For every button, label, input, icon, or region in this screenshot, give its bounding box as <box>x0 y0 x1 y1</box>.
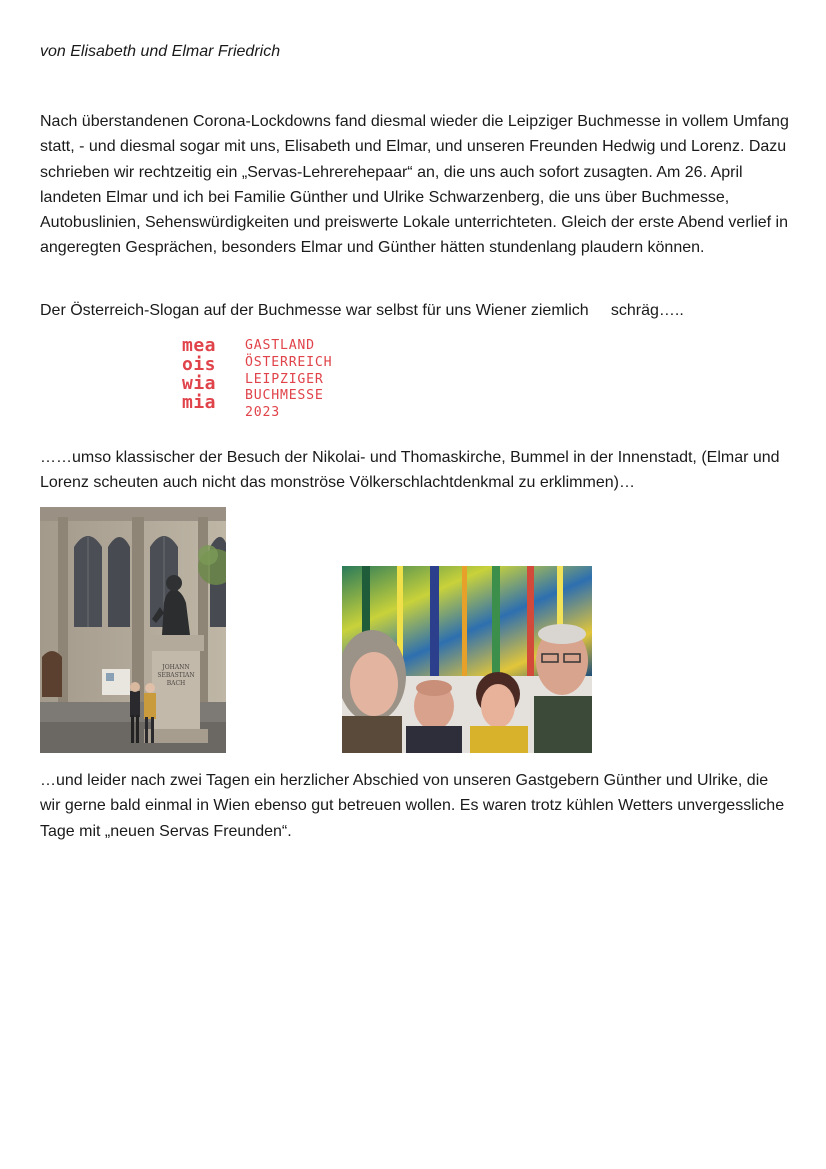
logo-caption <box>245 338 332 422</box>
logo-caption-line: ÖSTERREICH <box>245 354 333 370</box>
plaque-line-1: JOHANN <box>162 664 190 671</box>
paragraph-intro: Nach überstandenen Corona-Lockdowns fand diesmal wieder die Leipziger Buchmesse in vollem Umfang statt, - und diesmal sogar mit uns, Elisabeth und Elmar, und unseren Freunden Hedwig und Lorenz. Dazu schrieben wir rechtzeitig ein „Servas-Lehrerehepaar“ an, die uns auch sofort zusagten. Am 26. April landeten Elmar und ich bei Familie Günther und Ulrike Schwarzenberg, die uns über Buchmesse, Autobuslinien, Sehenswürdigkeiten und preiswerte Lokale unterrichteten. Gleich der erste Abend verlief in angeregten Gesprächen, besonders Elmar und Günther hätten stundenlang plaudern können. <box>40 113 789 257</box>
logo-slogan-line: ois <box>182 354 217 375</box>
paragraph-slogan: Der Österreich-Slogan auf der Buchmesse war selbst für uns Wiener ziemlich schräg….. <box>40 302 684 319</box>
logo-caption-line: 2023 <box>245 405 280 421</box>
logo-slogan <box>182 336 216 412</box>
logo-slogan-line: wia <box>182 373 217 394</box>
logo-caption-line: BUCHMESSE <box>245 388 324 404</box>
paragraph-farewell: …und leider nach zwei Tagen ein herzlicher Abschied von unseren Gastgebern Günther und Ulrike, die wir gerne bald einmal in Wien ebenso gut betreuen wollen. Es waren trotz kühlen Wetters unvergessliche Tage mit „neuen Servas Freunden“. <box>40 772 785 840</box>
author-byline: von Elisabeth und Elmar Friedrich <box>40 43 281 60</box>
logo-caption-line: LEIPZIGER <box>245 371 324 387</box>
logo-slogan-line: mia <box>182 392 217 413</box>
logo-slogan-line: mea <box>182 335 217 356</box>
logo-caption-line: GASTLAND <box>245 338 315 353</box>
buchmesse-logo <box>182 336 362 428</box>
bach-statue-photo <box>40 507 226 753</box>
paragraph-sightseeing: ……umso klassischer der Besuch der Nikolai- und Thomaskirche, Bummel in der Innenstadt, (Elmar und Lorenz scheuten auch nicht das monströse Völkerschlachtdenkmal zu erklimmen)… <box>40 449 780 492</box>
plaque-line-3: BACH <box>166 680 186 687</box>
plaque-line-2: SEBASTIAN <box>157 672 195 679</box>
group-selfie-photo <box>342 566 592 753</box>
